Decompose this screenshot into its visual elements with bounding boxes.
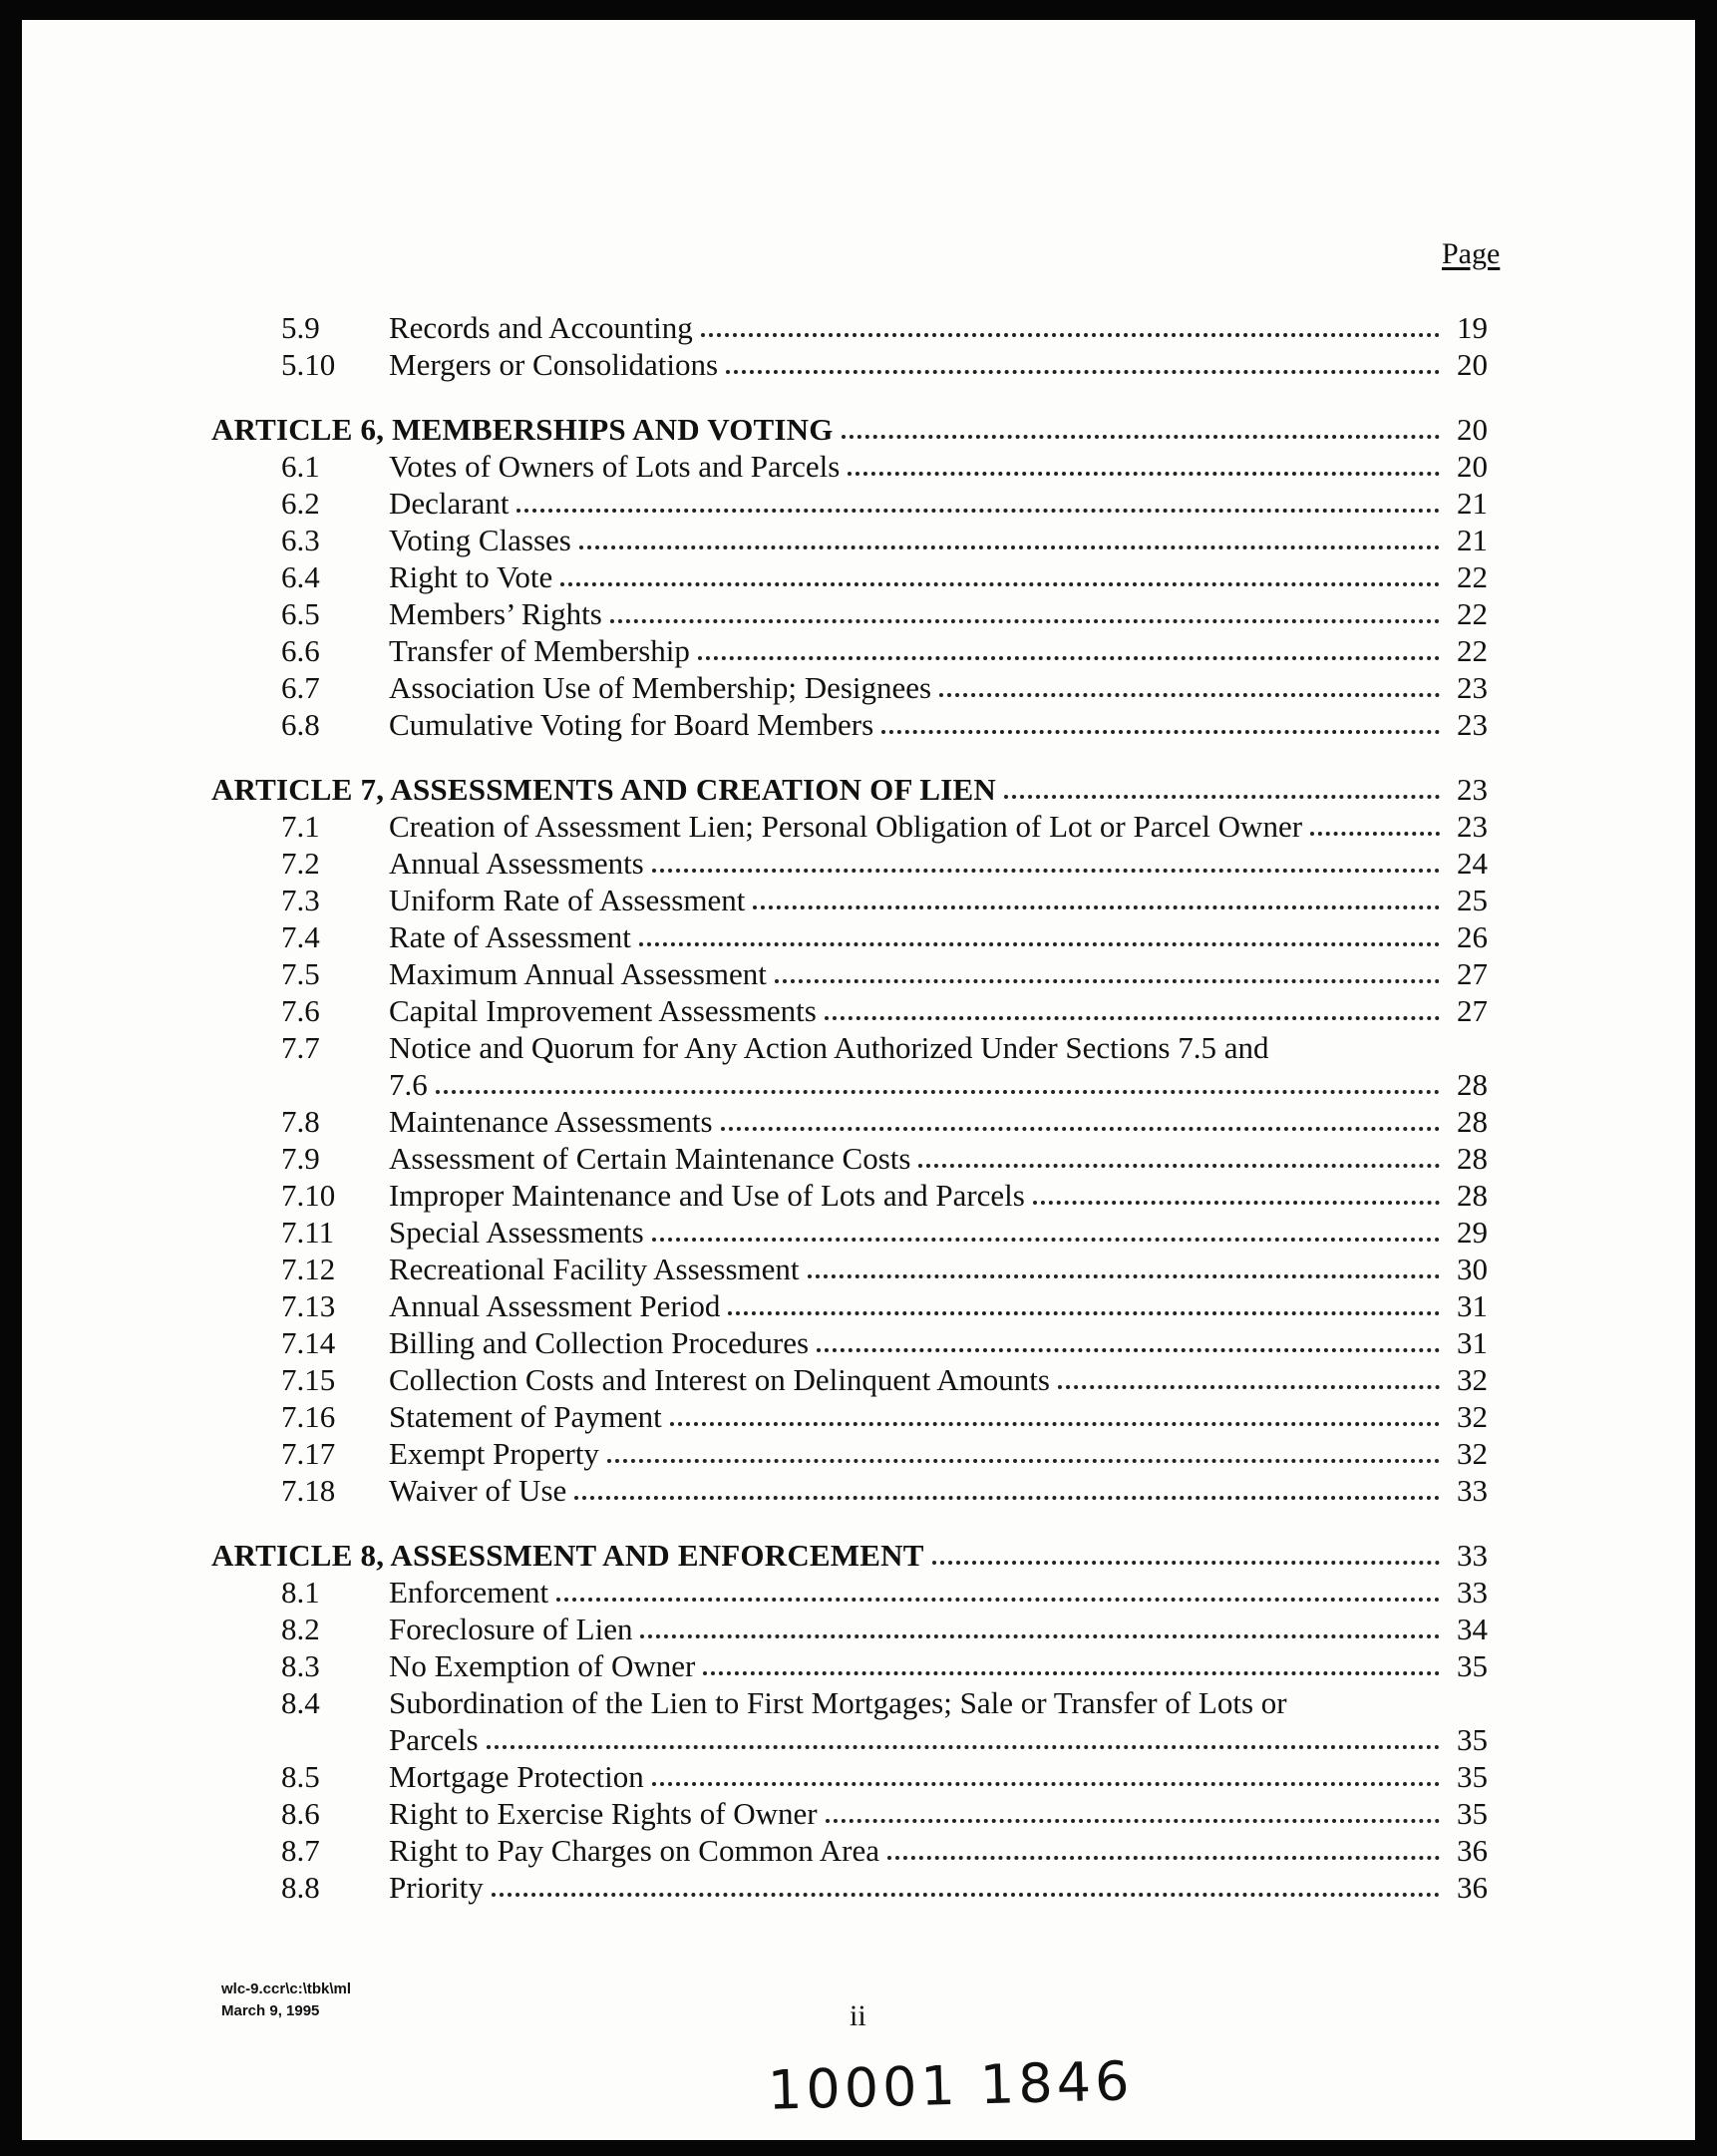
toc-entry-number: 5.9 (281, 310, 320, 345)
toc-entry-number: 6.4 (281, 559, 320, 594)
toc-page-number: 30 (1457, 1252, 1488, 1286)
toc-article-heading (211, 771, 1488, 808)
toc-entry-number: 7.12 (281, 1252, 336, 1286)
toc-entry-number: 6.5 (281, 596, 320, 631)
toc-entry (281, 669, 1488, 706)
toc-page-number: 19 (1457, 310, 1488, 345)
toc-entry-title: Rate of Assessment (389, 919, 631, 954)
toc-entry (281, 992, 1488, 1029)
toc-page-number: 22 (1457, 596, 1488, 631)
dot-leader (610, 619, 1440, 623)
bates-stamp: 10001 1846 (767, 2049, 1135, 2122)
document-page (22, 20, 1695, 2140)
toc-entry-number: 7.17 (281, 1436, 336, 1471)
toc-page-number: 28 (1457, 1104, 1488, 1139)
toc-entry (281, 882, 1488, 918)
dot-leader (848, 472, 1440, 476)
dot-leader (721, 1127, 1440, 1131)
toc-entry-title: Association Use of Membership; Designees (389, 670, 932, 705)
toc-entry-number: 6.8 (281, 707, 320, 742)
toc-page-number: 27 (1457, 956, 1488, 991)
toc-entry-number: 7.9 (281, 1141, 320, 1176)
toc-entry (389, 1066, 1488, 1103)
toc-entry-title: Exempt Property (389, 1436, 599, 1471)
toc-entry-title: Creation of Assessment Lien; Personal Obligation of Lot or Parcel Owner (389, 809, 1303, 844)
dot-leader (516, 509, 1440, 513)
toc-entry-title: Foreclosure of Lien (389, 1612, 633, 1646)
toc-page-number: 33 (1457, 1473, 1488, 1508)
toc-entry (281, 1647, 1488, 1684)
toc-entry-title: No Exemption of Owner (389, 1648, 696, 1683)
toc-entry (281, 1574, 1488, 1611)
toc-entry-title: 7.6 (389, 1067, 428, 1102)
toc-entry-title-line: Subordination of the Lien to First Mortgages; Sale or Transfer of Lots or (389, 1685, 1287, 1720)
toc-page-number: 32 (1457, 1436, 1488, 1471)
toc-entry (281, 845, 1488, 882)
toc-entry-number: 7.3 (281, 883, 320, 917)
toc-entry-title: Annual Assessments (389, 846, 644, 881)
toc-entry-title: Improper Maintenance and Use of Lots and Parcels (389, 1178, 1025, 1213)
toc-entry-number: 7.16 (281, 1399, 336, 1434)
toc-entry-title: Recreational Facility Assessment (389, 1252, 800, 1286)
toc-entry-title: Votes of Owners of Lots and Parcels (389, 449, 841, 484)
dot-leader (728, 1311, 1440, 1315)
toc-page-number: 28 (1457, 1178, 1488, 1213)
toc-entry-title-line: Notice and Quorum for Any Action Authorized Under Sections 7.5 and (389, 1030, 1269, 1065)
dot-leader (817, 1348, 1440, 1352)
toc-entry (281, 558, 1488, 595)
dot-leader (436, 1090, 1440, 1094)
toc-entry-number: 8.1 (281, 1575, 320, 1610)
toc-entry (281, 1795, 1488, 1832)
dot-leader (607, 1459, 1440, 1463)
dot-leader (701, 333, 1440, 337)
toc-entry (281, 632, 1488, 669)
toc-page-number: 22 (1457, 559, 1488, 594)
toc-entry-title: Assessment of Certain Maintenance Costs (389, 1141, 911, 1176)
toc-entry (281, 918, 1488, 955)
toc-entry (281, 1214, 1488, 1251)
dot-leader (808, 1274, 1440, 1278)
toc-entry-number: 7.11 (281, 1215, 335, 1250)
dot-leader (1033, 1201, 1440, 1205)
dot-leader (775, 979, 1440, 983)
toc-entry-title: Transfer of Membership (389, 633, 690, 668)
toc-entry-title: Statement of Payment (389, 1399, 662, 1434)
toc-entry-title: Collection Costs and Interest on Delinquent Amounts (389, 1362, 1050, 1397)
toc-entry-title: Capital Improvement Assessments (389, 993, 817, 1028)
toc-entry (281, 1832, 1488, 1869)
toc-entry-number: 6.1 (281, 449, 320, 484)
toc-page-number: 27 (1457, 993, 1488, 1028)
dot-leader (703, 1671, 1440, 1675)
toc-entry (281, 808, 1488, 845)
dot-leader (918, 1164, 1440, 1168)
toc-page-number: 21 (1457, 486, 1488, 521)
toc-page-number: 23 (1457, 707, 1488, 742)
dot-leader (556, 1598, 1440, 1602)
toc-entry (281, 1287, 1488, 1324)
toc-page-number: 33 (1457, 1538, 1488, 1573)
toc-entry (281, 1398, 1488, 1435)
toc-entry-title: Right to Vote (389, 559, 553, 594)
dot-leader (640, 1634, 1440, 1638)
toc-entry-title: Mortgage Protection (389, 1759, 644, 1794)
dot-leader (825, 1016, 1440, 1020)
dot-leader (492, 1893, 1440, 1897)
toc-page-number: 26 (1457, 919, 1488, 954)
dot-leader (652, 1782, 1440, 1786)
toc-entry-number: 7.5 (281, 956, 320, 991)
toc-entry-number: 5.10 (281, 347, 336, 382)
toc-entry-title: Annual Assessment Period (389, 1288, 721, 1323)
toc-entry-number: 7.7 (281, 1030, 320, 1065)
toc-entry-number: 8.6 (281, 1796, 320, 1831)
toc-entry (281, 448, 1488, 485)
toc-page-number: 28 (1457, 1141, 1488, 1176)
toc-page-number: 36 (1457, 1870, 1488, 1905)
toc-entry-number: 7.1 (281, 809, 320, 844)
dot-leader (574, 1496, 1440, 1500)
toc-entry-number: 7.6 (281, 993, 320, 1028)
page-column-heading: Page (1442, 237, 1501, 270)
dot-leader (753, 905, 1440, 909)
toc-page-number: 23 (1457, 809, 1488, 844)
toc-page-number: 25 (1457, 883, 1488, 917)
page-number: ii (850, 1999, 866, 2032)
toc-entry-number: 7.4 (281, 919, 320, 954)
toc-page-number: 20 (1457, 449, 1488, 484)
toc-page-number: 23 (1457, 772, 1488, 807)
toc-entry-number: 6.6 (281, 633, 320, 668)
dot-leader (887, 1856, 1440, 1860)
toc-entry-title: Enforcement (389, 1575, 549, 1610)
toc-page-number: 28 (1457, 1067, 1488, 1102)
toc-entry (281, 522, 1488, 558)
toc-entry-title: Members’ Rights (389, 596, 602, 631)
toc-entry-title: Waiver of Use (389, 1473, 567, 1508)
toc-article-heading (211, 411, 1488, 448)
dot-leader (487, 1745, 1440, 1749)
toc-entry (281, 1251, 1488, 1287)
toc-entry-title: Right to Pay Charges on Common Area (389, 1833, 879, 1868)
toc-page-number: 35 (1457, 1648, 1488, 1683)
toc-entry-number: 7.2 (281, 846, 320, 881)
toc-entry-title: Maintenance Assessments (389, 1104, 713, 1139)
toc-page-number: 34 (1457, 1612, 1488, 1646)
toc-entry-number: 8.4 (281, 1685, 320, 1720)
toc-entry (281, 595, 1488, 632)
toc-entry-number: 7.18 (281, 1473, 336, 1508)
toc-entry-number: 7.14 (281, 1325, 336, 1360)
toc-page-number: 23 (1457, 670, 1488, 705)
toc-entry-number: 7.15 (281, 1362, 336, 1397)
dot-leader (939, 693, 1440, 697)
toc-entry-title: Priority (389, 1870, 484, 1905)
toc-entry (281, 1611, 1488, 1647)
dot-leader (670, 1422, 1440, 1426)
toc-entry (281, 1758, 1488, 1795)
toc-page-number: 33 (1457, 1575, 1488, 1610)
toc-entry (281, 1435, 1488, 1472)
dot-leader (652, 869, 1440, 873)
toc-entry (281, 1472, 1488, 1509)
toc-entry-title: Mergers or Consolidations (389, 347, 719, 382)
toc-entry-title: Billing and Collection Procedures (389, 1325, 810, 1360)
dot-leader (842, 435, 1440, 439)
toc-entry-number: 7.8 (281, 1104, 320, 1139)
toc-page-number: 32 (1457, 1362, 1488, 1397)
dot-leader (881, 730, 1440, 734)
toc-page-number: 24 (1457, 846, 1488, 881)
toc-entry (281, 1869, 1488, 1906)
toc-page-number: 20 (1457, 347, 1488, 382)
toc-entry (281, 1140, 1488, 1177)
toc-page-number: 35 (1457, 1759, 1488, 1794)
toc-entry-number: 8.8 (281, 1870, 320, 1905)
toc-entry-number: 8.7 (281, 1833, 320, 1868)
toc-entry (281, 1103, 1488, 1140)
toc-entry-number: 6.7 (281, 670, 320, 705)
table-of-contents (22, 20, 1695, 2140)
toc-entry-title: Declarant (389, 486, 510, 521)
toc-article-heading (211, 1537, 1488, 1574)
toc-entry-number: 8.5 (281, 1759, 320, 1794)
toc-entry-number: 6.2 (281, 486, 320, 521)
toc-entry-number: 7.13 (281, 1288, 336, 1323)
toc-entry-number: 7.10 (281, 1178, 336, 1213)
toc-entry-title: Maximum Annual Assessment (389, 956, 767, 991)
toc-entry (389, 1721, 1488, 1758)
toc-page-number: 20 (1457, 412, 1488, 447)
dot-leader (826, 1819, 1440, 1823)
toc-entry (281, 1177, 1488, 1214)
dot-leader (639, 942, 1440, 946)
dot-leader (932, 1561, 1440, 1565)
dot-leader (579, 545, 1440, 549)
toc-entry-title: Parcels (389, 1722, 479, 1757)
toc-page-number: 31 (1457, 1288, 1488, 1323)
toc-page-number: 35 (1457, 1722, 1488, 1757)
toc-entry-title: Records and Accounting (389, 310, 693, 345)
dot-leader (1004, 795, 1440, 799)
toc-entry (281, 1324, 1488, 1361)
dot-leader (698, 656, 1440, 660)
toc-entry (281, 346, 1488, 383)
toc-entry-title: Special Assessments (389, 1215, 644, 1250)
dot-leader (726, 370, 1440, 374)
file-code: wlc-9.ccr\c:\tbk\ml (221, 1980, 352, 1997)
toc-page-number: 29 (1457, 1215, 1488, 1250)
dot-leader (1310, 832, 1440, 836)
toc-page-number: 36 (1457, 1833, 1488, 1868)
toc-entry (281, 1361, 1488, 1398)
toc-entry-number: 6.3 (281, 523, 320, 557)
toc-entry (281, 309, 1488, 346)
toc-entry (281, 706, 1488, 743)
toc-entry (281, 955, 1488, 992)
article-title: ARTICLE 6, MEMBERSHIPS AND VOTING (211, 412, 834, 447)
toc-page-number: 21 (1457, 523, 1488, 557)
article-title: ARTICLE 8, ASSESSMENT AND ENFORCEMENT (211, 1538, 924, 1573)
toc-page-number: 35 (1457, 1796, 1488, 1831)
dot-leader (652, 1238, 1440, 1242)
document-date: March 9, 1995 (221, 2002, 320, 2019)
toc-page-number: 22 (1457, 633, 1488, 668)
article-title: ARTICLE 7, ASSESSMENTS AND CREATION OF LIEN (211, 772, 997, 807)
toc-entry (281, 485, 1488, 522)
toc-entry-number: 8.3 (281, 1648, 320, 1683)
toc-page-number: 32 (1457, 1399, 1488, 1434)
toc-entry-title: Voting Classes (389, 523, 571, 557)
dot-leader (560, 582, 1440, 586)
toc-page-number: 31 (1457, 1325, 1488, 1360)
toc-entry-number: 8.2 (281, 1612, 320, 1646)
toc-entry-title: Cumulative Voting for Board Members (389, 707, 874, 742)
dot-leader (1058, 1385, 1440, 1389)
toc-entry-title: Uniform Rate of Assessment (389, 883, 746, 917)
toc-entry-title: Right to Exercise Rights of Owner (389, 1796, 818, 1831)
